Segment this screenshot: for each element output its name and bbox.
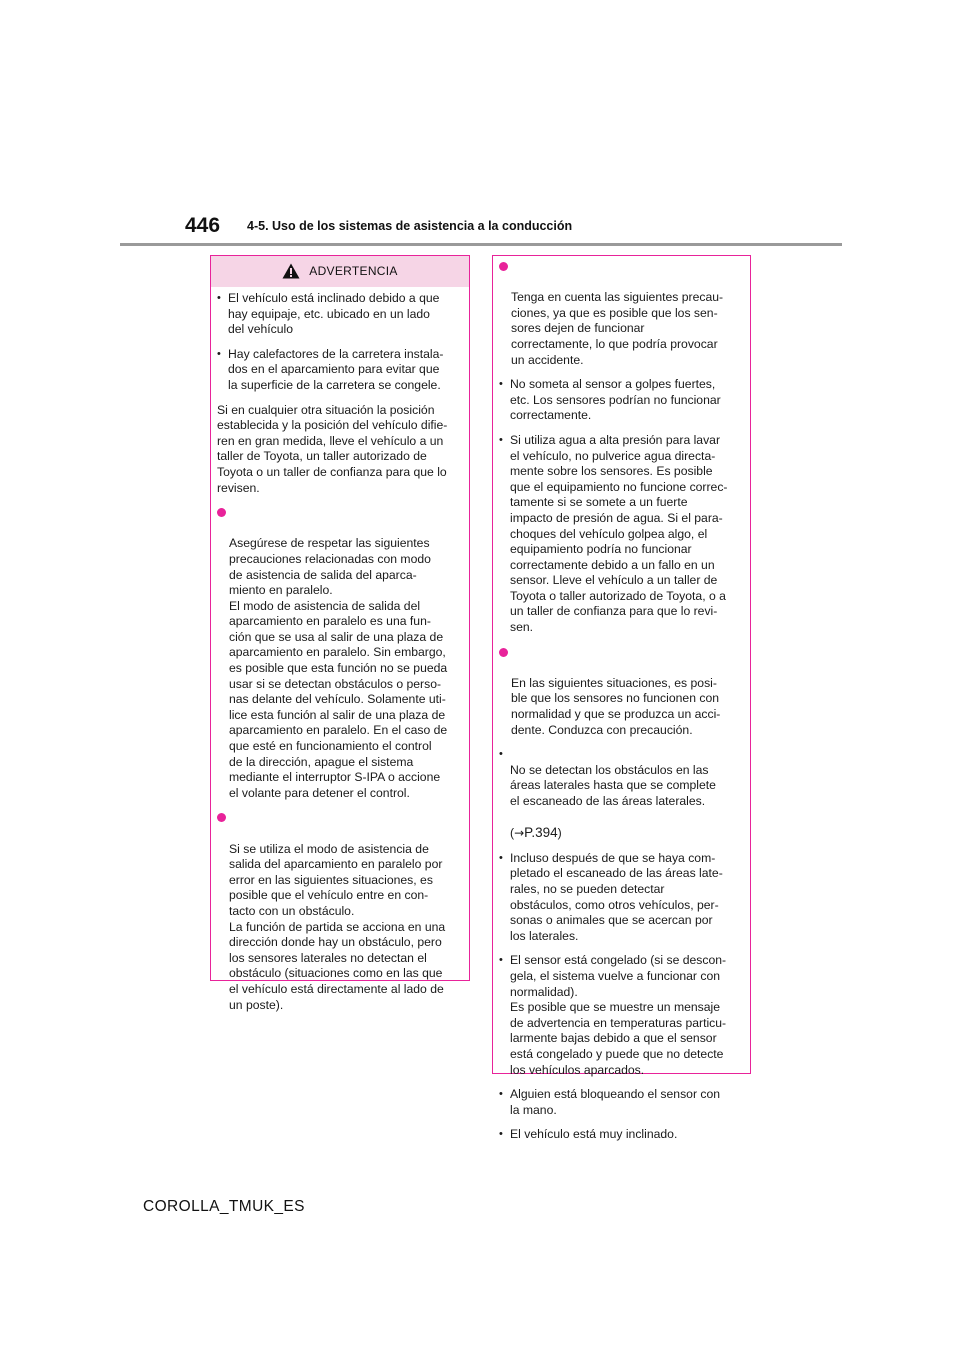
circle-item-text: Asegúrese de respetar las siguientes precauciones relacionadas con modo de asistencia de salida del aparca- miento en paralelo. El modo de asistencia de salida del aparcamiento en paralelo es una fun- ción que se usa al salir de una plaza de aparcamiento en paralelo. Sin embargo, es posible que esta función no se pueda usar si se detectan obstáculos o perso- nas delante del vehículo. Solamente uti- lice esta función al salir de una plaza de aparcamiento en paralelo. En el caso de que esté en funcionamiento el control de la dirección, apague el sistema mediante el interruptor S-IPA o accione el volante para detener el control. xyxy=(229,536,448,800)
circle-list-item xyxy=(499,259,740,368)
list-item: • No someta al sensor a golpes fuertes, etc. Los sensores podrían no funcionar correctamente. xyxy=(499,377,740,424)
circle-item-text: En las siguientes situaciones, es posi- ble que los sensores no funcionen con normalidad y que se produzca un acci- dente. Conduzca con precaución. xyxy=(511,675,721,737)
paragraph: Si en cualquier otra situación la posición establecida y la posición del vehículo difie- ren en gran medida, lleve el vehículo a un taller de Toyota, un taller autorizado de Toyota o un taller de confianza para que lo revisen. xyxy=(217,402,448,495)
warning-header xyxy=(211,256,469,287)
list-item: • Incluso después de que se haya com- pletado el escaneado de las áreas late- rales, no se pueden detectar obstáculos, como otros vehículos, per- sonas o animales que se acercan por los laterales. xyxy=(499,851,740,945)
header-divider xyxy=(120,243,842,246)
arrow-right-icon: → xyxy=(514,826,525,841)
warning-title: ADVERTENCIA xyxy=(309,263,398,278)
list-item: • El sensor está congelado (si se descon- gela, el sistema vuelve a funcionar con normalidad). Es posible que se muestre un mensaje de advertencia en temperaturas particu- larmente bajas debido a que el sensor está congelado y puede que no detecte los vehículos aparcados. xyxy=(499,953,740,1078)
page-reference[interactable] xyxy=(510,826,562,840)
xref-open-paren: ( xyxy=(510,826,515,841)
xref-close-paren: ) xyxy=(557,826,562,841)
circle-bullet-icon xyxy=(499,262,508,271)
warning-box-left xyxy=(210,255,470,1012)
circle-item-text: Tenga en cuenta las siguientes precau- ciones, ya que es posible que los sen- sores dejen de funcionar correctamente, lo que podría provocar un accidente. xyxy=(511,290,724,367)
warning-box-right xyxy=(492,255,751,1142)
circle-item-text: Si se utiliza el modo de asistencia de salida del aparcamiento en paralelo por error en las siguientes situaciones, es posible que el vehículo entre en con- tacto con un obstáculo. La función de partida se acciona en una dirección donde hay un obstáculo, pero los sensores laterales no detectan el obstáculo (situaciones como en las que el vehículo está directamente al lado de un poste). xyxy=(229,841,446,1012)
page-reference-link[interactable]: P.394 xyxy=(524,825,558,841)
warning-content-right xyxy=(493,256,750,1143)
list-item: • Hay calefactores de la carretera instala- dos en el aparcamiento para evitar que la superficie de la carretera se congele. xyxy=(217,347,459,394)
warning-triangle-icon xyxy=(282,263,300,279)
circle-bullet-icon xyxy=(217,813,226,822)
list-item: • El vehículo está inclinado debido a que hay equipaje, etc. ubicado en un lado del vehículo xyxy=(217,291,459,338)
circle-bullet-icon xyxy=(217,508,226,517)
list-item-text: No se detectan los obstáculos en las áreas laterales hasta que se complete el escaneado de las áreas laterales. xyxy=(510,762,716,808)
circle-bullet-icon xyxy=(499,648,508,657)
document-code: COROLLA_TMUK_ES xyxy=(143,1198,305,1215)
circle-list-item xyxy=(499,645,740,739)
page-number: 446 xyxy=(185,214,221,237)
section-title: 4-5. Uso de los sistemas de asistencia a la conducción xyxy=(247,219,573,233)
circle-list-item xyxy=(217,810,459,1013)
warning-content-left xyxy=(211,287,469,1013)
list-item: • Alguien está bloqueando el sensor con la mano. xyxy=(499,1087,740,1118)
list-item xyxy=(499,747,740,842)
circle-list-item xyxy=(217,505,459,801)
list-item: • Si utiliza agua a alta presión para lavar el vehículo, no pulverice agua directa- mente sobre los sensores. Es posible que el equipamiento no funcione correc- tamente si se somete a un fuerte impacto de presión de agua. Si el para- choques del vehículo golpea algo, el equipamiento podría no funcionar correctamente debido a un fallo en un sensor. Lleve el vehículo a un taller de Toyota o taller autorizado de Toyota, o a un taller de confianza para que lo revi- sen. xyxy=(499,433,740,636)
list-item: • El vehículo está muy inclinado. xyxy=(499,1127,740,1143)
